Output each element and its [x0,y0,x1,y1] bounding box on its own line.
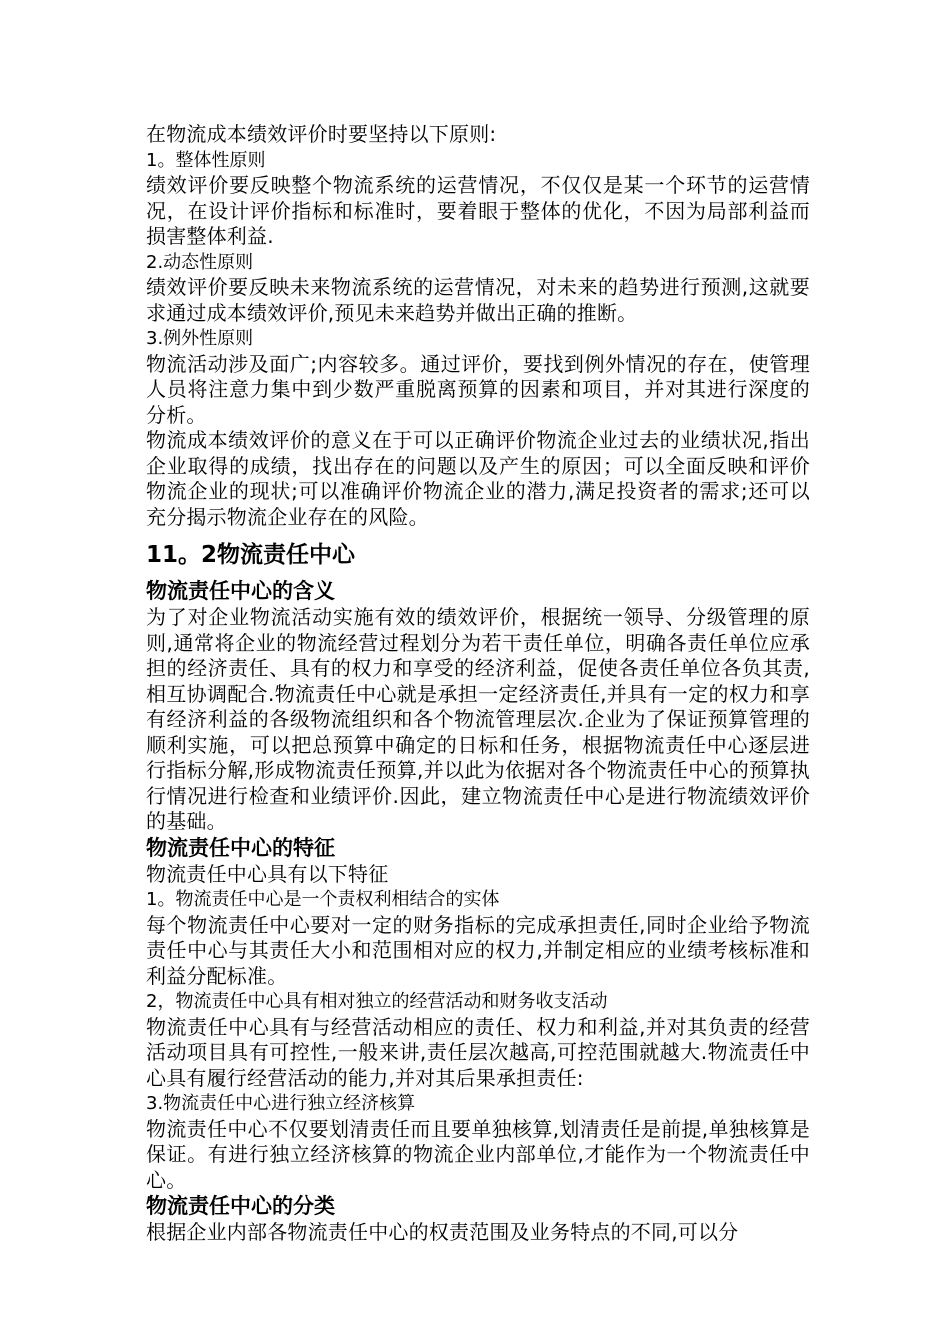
paragraph-principle-2: 绩效评价要反映未来物流系统的运营情况，对未来的趋势进行预测,这就要求通过成本绩效评价,预见未来趋势并做出正确的推断。 [146,275,810,325]
list-item-principle-1: 1。整体性原则 [146,149,266,171]
subheading-features: 物流责任中心的特征 [146,835,335,860]
paragraph-principle-3: 物流活动涉及面广;内容较多。通过评价，要找到例外情况的存在，使管理人员将注意力集中到少数严重脱离预算的因素和项目，并对其进行深度的分析。 [146,351,810,427]
section-heading: 11。2物流责任中心 [146,542,356,568]
paragraph-features-intro: 物流责任中心具有以下特征 [146,861,389,886]
paragraph-feature-1: 每个物流责任中心要对一定的财务指标的完成承担责任,同时企业给予物流责任中心与其责任大小和范围相对应的权力,并制定相应的业绩考核标准和利益分配标准。 [146,912,810,988]
paragraph-feature-2: 物流责任中心具有与经营活动相应的责任、权力和利益,并对其负责的经营活动项目具有可控性,一般来讲,责任层次越高,可控范围就越大.物流责任中心具有履行经营活动的能力,并对其后果承担责任: [146,1014,810,1090]
paragraph-classification: 根据企业内部各物流责任中心的权责范围及业务特点的不同,可以分 [146,1220,739,1244]
paragraph-significance: 物流成本绩效评价的意义在于可以正确评价物流企业过去的业绩状况,指出企业取得的成绩，找出存在的问题以及产生的原因；可以全面反映和评价物流企业的现状;可以准确评价物流企业的潜力,满足投资者的需求;还可以充分揭示物流企业存在的风险。 [146,428,810,529]
document-page [146,122,810,1246]
list-item-feature-2: 2，物流责任中心具有相对独立的经营活动和财务收支活动 [146,991,608,1012]
paragraph-meaning: 为了对企业物流活动实施有效的绩效评价，根据统一领导、分级管理的原则,通常将企业的物流经营过程划分为若干责任单位，明确各责任单位应承担的经济责任、具有的权力和享受的经济利益，促使各责任单位各负其责,相互协调配合.物流责任中心就是承担一定经济责任,并具有一定的权力和享有经济利益的各级物流组织和各个物流管理层次.企业为了保证预算管理的顺利实施，可以把总预算中确定的日标和任务，根据物流责任中心逐层进行指标分解,形成物流责任预算,并以此为依据对各个物流责任中心的预算执行情况进行检查和业绩评价.因此，建立物流责任中心是进行物流绩效评价的基础。 [146,605,810,833]
paragraph-feature-3: 物流责任中心不仅要划清责任而且要单独核算,划清责任是前提,单独核算是保证。有进行独立经济核算的物流企业内部单位,才能作为一个物流责任中心。 [146,1116,810,1192]
list-item-principle-3: 3.例外性原则 [146,328,254,349]
subheading-meaning: 物流责任中心的含义 [146,579,335,603]
list-item-feature-3: 3.物流责任中心进行独立经济核算 [146,1093,416,1114]
paragraph-intro: 在物流成本绩效评价时要坚持以下原则: [146,122,497,146]
paragraph-principle-1: 绩效评价要反映整个物流系统的运营情况，不仅仅是某一个环节的运营情况，在设计评价指标和标准时，要着眼于整体的优化，不因为局部利益而损害整体利益. [146,173,810,248]
list-item-feature-1: 1。物流责任中心是一个责权利相结合的实体 [146,889,500,910]
subheading-classification: 物流责任中心的分类 [146,1194,335,1218]
list-item-principle-2: 2.动态性原则 [146,251,254,273]
